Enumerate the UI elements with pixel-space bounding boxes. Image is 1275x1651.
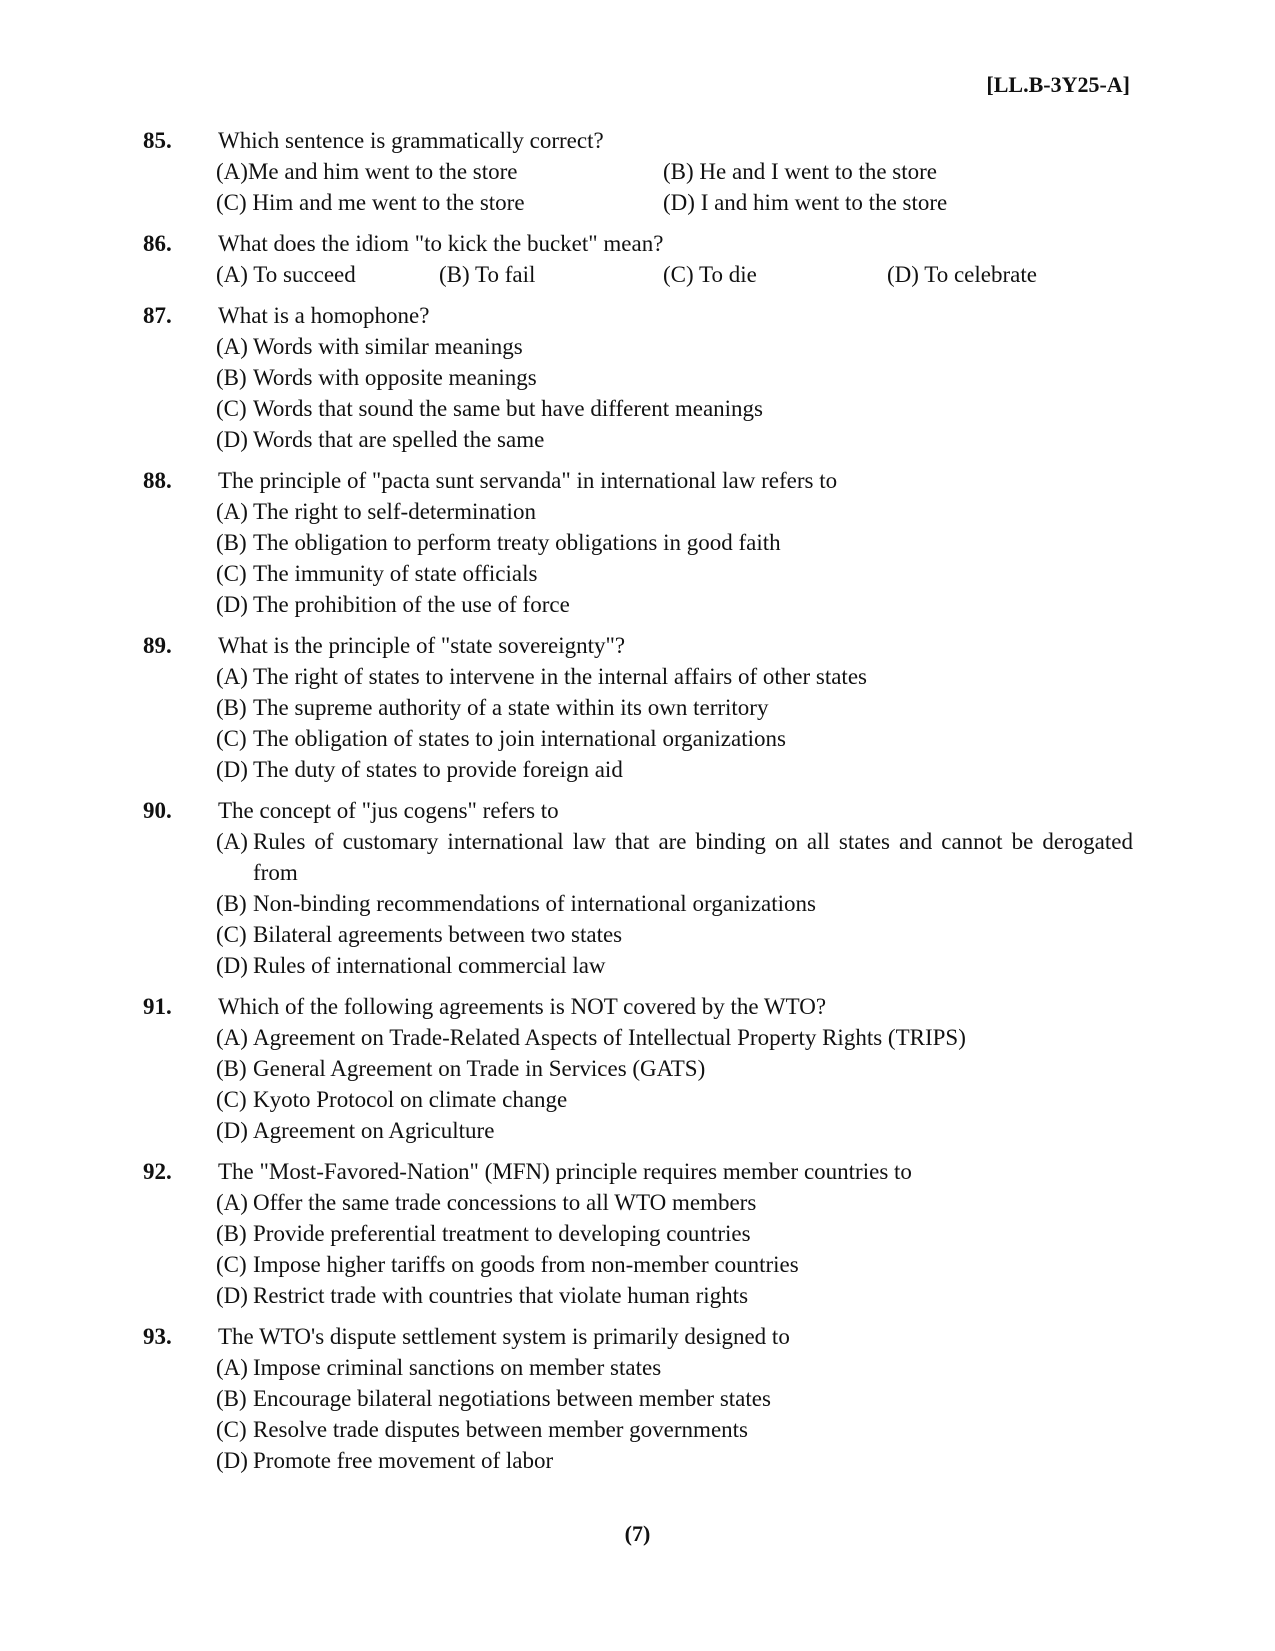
option-d: (D) Words that are spelled the same bbox=[216, 424, 1133, 455]
question-number: 89. bbox=[143, 633, 172, 658]
option-text: To succeed bbox=[253, 262, 356, 287]
option-text: Agreement on Agriculture bbox=[253, 1118, 495, 1143]
question-number: 88. bbox=[143, 468, 172, 493]
option-text: The duty of states to provide foreign aid bbox=[253, 757, 623, 782]
option-c: (C) Impose higher tariffs on goods from non-member countries bbox=[216, 1249, 1133, 1280]
option-text: Impose higher tariffs on goods from non-member countries bbox=[253, 1252, 799, 1277]
option-text: The obligation to perform treaty obligations in good faith bbox=[253, 530, 781, 555]
options-list bbox=[216, 1187, 1133, 1311]
option-b: (B) The obligation to perform treaty obligations in good faith bbox=[216, 527, 1133, 558]
question-number: 86. bbox=[143, 231, 172, 256]
question-number: 85. bbox=[143, 128, 172, 153]
option-c: (C) The obligation of states to join international organizations bbox=[216, 723, 1133, 754]
option-text: Rules of customary international law that are binding on all states and cannot be derogated from bbox=[253, 829, 1133, 885]
options-list bbox=[216, 661, 1133, 785]
options-list bbox=[216, 826, 1133, 981]
options-list bbox=[216, 1352, 1133, 1476]
question-text: The WTO's dispute settlement system is primarily designed to bbox=[218, 1324, 790, 1349]
question-86 bbox=[0, 228, 1275, 290]
question-91 bbox=[0, 991, 1275, 1146]
option-text: The supreme authority of a state within its own territory bbox=[253, 695, 769, 720]
question-92 bbox=[0, 1156, 1275, 1311]
option-b: (B) To fail bbox=[439, 262, 536, 287]
option-d: (D) Agreement on Agriculture bbox=[216, 1115, 1133, 1146]
question-number: 91. bbox=[143, 994, 172, 1019]
option-text: Words with similar meanings bbox=[253, 334, 523, 359]
option-a: (A) Offer the same trade concessions to all WTO members bbox=[216, 1187, 1133, 1218]
question-number: 93. bbox=[143, 1324, 172, 1349]
question-85 bbox=[0, 125, 1275, 218]
option-a: (A) Words with similar meanings bbox=[216, 331, 1133, 362]
question-text: The principle of "pacta sunt servanda" in international law refers to bbox=[218, 468, 838, 493]
option-c: (C) The immunity of state officials bbox=[216, 558, 1133, 589]
option-b: (B) He and I went to the store bbox=[663, 159, 938, 184]
option-c: (C) Bilateral agreements between two states bbox=[216, 919, 1133, 950]
question-list bbox=[0, 125, 1275, 1486]
option-text: Agreement on Trade-Related Aspects of Intellectual Property Rights (TRIPS) bbox=[253, 1025, 966, 1050]
option-c: (C) To die bbox=[663, 262, 757, 287]
option-a: (A)Me and him went to the store bbox=[216, 159, 518, 184]
option-text: Non-binding recommendations of international organizations bbox=[253, 891, 816, 916]
question-text: The "Most-Favored-Nation" (MFN) principle requires member countries to bbox=[218, 1159, 912, 1184]
option-text: Resolve trade disputes between member governments bbox=[253, 1417, 748, 1442]
question-88 bbox=[0, 465, 1275, 620]
option-text: To celebrate bbox=[924, 262, 1037, 287]
option-text: The right of states to intervene in the internal affairs of other states bbox=[253, 664, 867, 689]
options-grid bbox=[216, 259, 1275, 290]
option-b: (B) Encourage bilateral negotiations between member states bbox=[216, 1383, 1133, 1414]
option-text: Me and him went to the store bbox=[247, 159, 518, 184]
option-text: To fail bbox=[475, 262, 536, 287]
option-c: (C) Him and me went to the store bbox=[216, 190, 525, 215]
option-text: Offer the same trade concessions to all WTO members bbox=[253, 1190, 757, 1215]
option-a: (A) Impose criminal sanctions on member states bbox=[216, 1352, 1133, 1383]
question-89 bbox=[0, 630, 1275, 785]
page-number: (7) bbox=[624, 1521, 651, 1546]
option-b: (B) General Agreement on Trade in Services (GATS) bbox=[216, 1053, 1133, 1084]
option-text: Provide preferential treatment to developing countries bbox=[253, 1221, 751, 1246]
option-d: (D) Rules of international commercial law bbox=[216, 950, 1133, 981]
option-c: (C) Words that sound the same but have different meanings bbox=[216, 393, 1133, 424]
question-text: What is a homophone? bbox=[218, 303, 430, 328]
option-text: The immunity of state officials bbox=[253, 561, 538, 586]
option-text: The right to self-determination bbox=[253, 499, 536, 524]
option-d: (D) The prohibition of the use of force bbox=[216, 589, 1133, 620]
option-d: (D) The duty of states to provide foreign aid bbox=[216, 754, 1133, 785]
option-text: Encourage bilateral negotiations between member states bbox=[253, 1386, 771, 1411]
option-text: Him and me went to the store bbox=[252, 190, 525, 215]
question-93 bbox=[0, 1321, 1275, 1476]
option-a: (A) Agreement on Trade-Related Aspects of Intellectual Property Rights (TRIPS) bbox=[216, 1022, 1133, 1053]
options-list bbox=[216, 1022, 1133, 1146]
options-grid bbox=[216, 156, 1275, 218]
question-text: Which sentence is grammatically correct? bbox=[218, 128, 604, 153]
option-b: (B) The supreme authority of a state within its own territory bbox=[216, 692, 1133, 723]
question-number: 87. bbox=[143, 303, 172, 328]
option-text: Kyoto Protocol on climate change bbox=[253, 1087, 568, 1112]
option-text: I and him went to the store bbox=[700, 190, 948, 215]
option-text: Words that sound the same but have different meanings bbox=[253, 396, 763, 421]
option-text: Restrict trade with countries that violate human rights bbox=[253, 1283, 749, 1308]
option-b: (B) Provide preferential treatment to developing countries bbox=[216, 1218, 1133, 1249]
option-b: (B) Words with opposite meanings bbox=[216, 362, 1133, 393]
option-a: (A) Rules of customary international law that are binding on all states and cannot be derogated from bbox=[216, 826, 1133, 888]
option-text: General Agreement on Trade in Services (GATS) bbox=[253, 1056, 706, 1081]
option-text: Bilateral agreements between two states bbox=[253, 922, 623, 947]
question-text: The concept of "jus cogens" refers to bbox=[218, 798, 559, 823]
option-text: To die bbox=[699, 262, 757, 287]
question-text: What does the idiom "to kick the bucket" mean? bbox=[218, 231, 664, 256]
exam-code-header: [LL.B-3Y25-A] bbox=[986, 72, 1130, 97]
question-number: 90. bbox=[143, 798, 172, 823]
option-d: (D) I and him went to the store bbox=[663, 190, 948, 215]
options-list bbox=[216, 496, 1133, 620]
option-d: (D) Restrict trade with countries that violate human rights bbox=[216, 1280, 1133, 1311]
question-text: Which of the following agreements is NOT covered by the WTO? bbox=[218, 994, 827, 1019]
option-c: (C) Kyoto Protocol on climate change bbox=[216, 1084, 1133, 1115]
option-text: Promote free movement of labor bbox=[253, 1448, 554, 1473]
question-number: 92. bbox=[143, 1159, 172, 1184]
option-d: (D) Promote free movement of labor bbox=[216, 1445, 1133, 1476]
options-list bbox=[216, 331, 1133, 455]
question-text: What is the principle of "state sovereignty"? bbox=[218, 633, 626, 658]
option-text: Rules of international commercial law bbox=[253, 953, 606, 978]
question-87 bbox=[0, 300, 1275, 455]
option-text: He and I went to the store bbox=[699, 159, 938, 184]
option-a: (A) To succeed bbox=[216, 262, 356, 287]
option-text: The prohibition of the use of force bbox=[253, 592, 570, 617]
option-d: (D) To celebrate bbox=[887, 262, 1037, 287]
option-a: (A) The right to self-determination bbox=[216, 496, 1133, 527]
option-text: Words with opposite meanings bbox=[253, 365, 537, 390]
option-text: Words that are spelled the same bbox=[253, 427, 545, 452]
option-text: Impose criminal sanctions on member states bbox=[253, 1355, 662, 1380]
option-a: (A) The right of states to intervene in the internal affairs of other states bbox=[216, 661, 1133, 692]
option-b: (B) Non-binding recommendations of international organizations bbox=[216, 888, 1133, 919]
option-text: The obligation of states to join international organizations bbox=[253, 726, 786, 751]
option-c: (C) Resolve trade disputes between member governments bbox=[216, 1414, 1133, 1445]
question-90 bbox=[0, 795, 1275, 981]
